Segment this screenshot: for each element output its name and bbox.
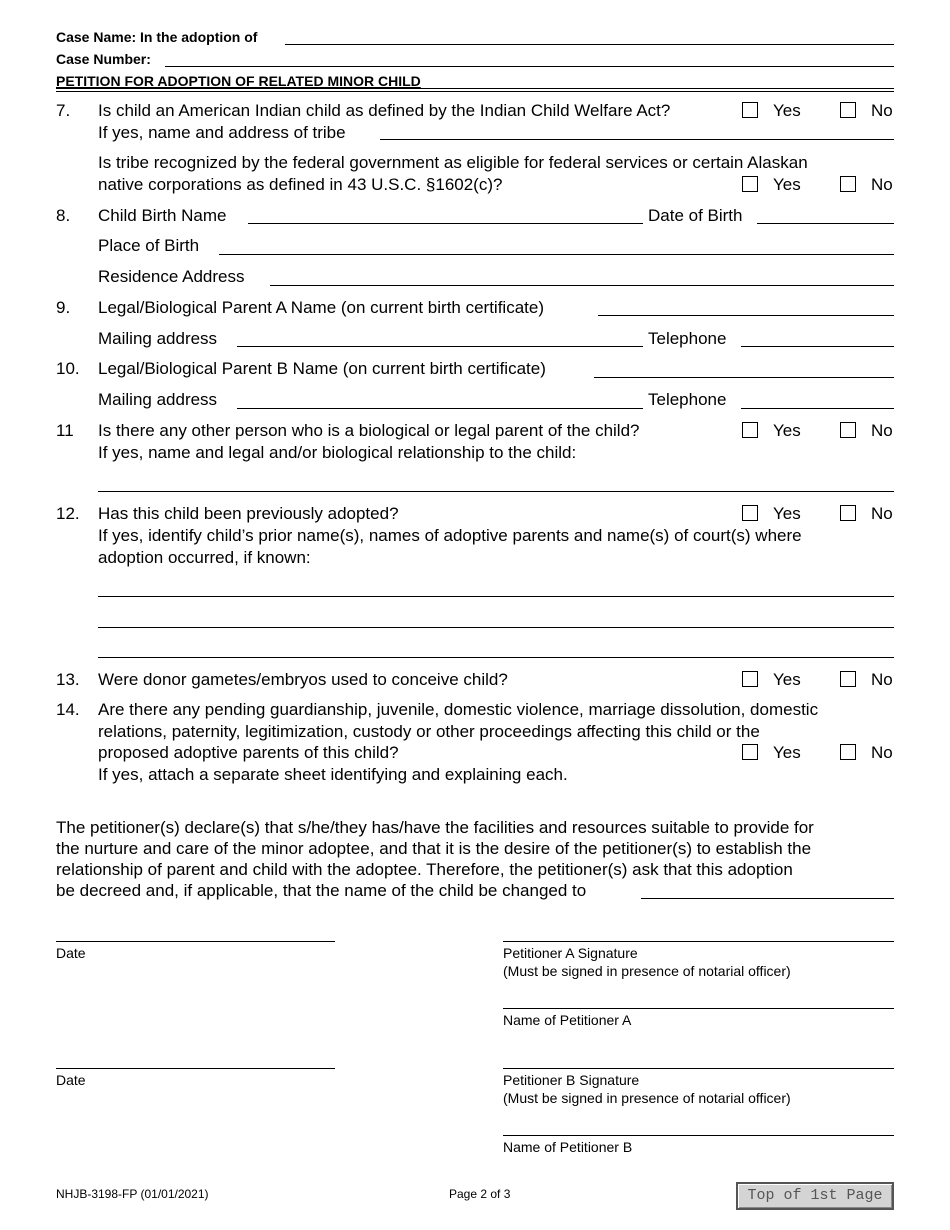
- q7-yes-label: Yes: [773, 101, 801, 120]
- name-petitioner-a-field[interactable]: [503, 1008, 894, 1009]
- child-birth-name-field[interactable]: [248, 223, 643, 224]
- parent-b-telephone-label: Telephone: [648, 390, 727, 409]
- new-child-name-field[interactable]: [641, 898, 894, 899]
- q7-no-label: No: [871, 101, 893, 120]
- name-petitioner-a-label: Name of Petitioner A: [503, 1012, 632, 1028]
- case-name-field[interactable]: [285, 44, 894, 45]
- case-number-label: Case Number:: [56, 51, 151, 67]
- parent-a-telephone-label: Telephone: [648, 329, 727, 348]
- q11-line1: Is there any other person who is a biological or legal parent of the child?: [98, 421, 640, 440]
- date-a-label: Date: [56, 945, 86, 961]
- q12-yes-checkbox[interactable]: [742, 505, 758, 521]
- name-petitioner-b-label: Name of Petitioner B: [503, 1139, 633, 1155]
- q7b-no-label: No: [871, 175, 893, 194]
- parent-b-label: Legal/Biological Parent B Name (on current birth certificate): [98, 359, 546, 378]
- q11-answer-field[interactable]: [98, 491, 894, 492]
- q14-yes-label: Yes: [773, 743, 801, 762]
- q14-line3: proposed adoptive parents of this child?: [98, 743, 399, 762]
- parent-a-mailing-field[interactable]: [237, 346, 643, 347]
- q9-number: 9.: [56, 298, 71, 317]
- q11-yes-checkbox[interactable]: [742, 422, 758, 438]
- q13-number: 13.: [56, 670, 80, 689]
- q7b-no-checkbox[interactable]: [840, 176, 856, 192]
- petitioner-b-signature-label: Petitioner B Signature: [503, 1072, 640, 1088]
- q13-yes-checkbox[interactable]: [742, 671, 758, 687]
- declaration-line3: relationship of parent and child with the adoptee. Therefore, the petitioner(s) ask that this adoption: [56, 860, 793, 879]
- q12-line2: If yes, identify child’s prior name(s), names of adoptive parents and name(s) of court(s) where: [98, 526, 802, 545]
- form-title: PETITION FOR ADOPTION OF RELATED MINOR CHILD: [56, 73, 421, 89]
- q7b-yes-checkbox[interactable]: [742, 176, 758, 192]
- case-number-field[interactable]: [165, 66, 894, 67]
- q14-no-checkbox[interactable]: [840, 744, 856, 760]
- q7b-yes-label: Yes: [773, 175, 801, 194]
- petitioner-a-signature-field[interactable]: [503, 941, 894, 942]
- q12-yes-label: Yes: [773, 504, 801, 523]
- petitioner-a-signature-label: Petitioner A Signature: [503, 945, 638, 961]
- residence-address-field[interactable]: [270, 285, 894, 286]
- q11-line2: If yes, name and legal and/or biological relationship to the child:: [98, 443, 577, 462]
- declaration-line2: the nurture and care of the minor adoptee, and that it is the desire of the petitioner(s) to establish the: [56, 839, 812, 858]
- header-rule-2: [56, 91, 894, 92]
- q7-number: 7.: [56, 101, 71, 120]
- q12-answer-field-1[interactable]: [98, 596, 894, 597]
- q12-line1: Has this child been previously adopted?: [98, 504, 399, 523]
- q7-line4: native corporations as defined in 43 U.S.C. §1602(c)?: [98, 175, 503, 194]
- place-of-birth-field[interactable]: [219, 254, 894, 255]
- q11-no-checkbox[interactable]: [840, 422, 856, 438]
- residence-address-label: Residence Address: [98, 267, 245, 286]
- parent-b-field[interactable]: [594, 377, 894, 378]
- q11-no-label: No: [871, 421, 893, 440]
- q13-no-checkbox[interactable]: [840, 671, 856, 687]
- q13-yes-label: Yes: [773, 670, 801, 689]
- parent-a-mailing-label: Mailing address: [98, 329, 218, 348]
- name-petitioner-b-field[interactable]: [503, 1135, 894, 1136]
- date-a-field[interactable]: [56, 941, 335, 942]
- q14-line2: relations, paternity, legitimization, custody or other proceedings affecting this child or the: [98, 722, 760, 741]
- date-b-field[interactable]: [56, 1068, 335, 1069]
- q14-number: 14.: [56, 700, 80, 719]
- declaration-line1: The petitioner(s) declare(s) that s/he/they has/have the facilities and resources suitable to provide for: [56, 818, 814, 837]
- q13-no-label: No: [871, 670, 893, 689]
- date-of-birth-field[interactable]: [757, 223, 894, 224]
- q7-no-checkbox[interactable]: [840, 102, 856, 118]
- date-b-label: Date: [56, 1072, 86, 1088]
- q14-no-label: No: [871, 743, 893, 762]
- q7-line1: Is child an American Indian child as defined by the Indian Child Welfare Act?: [98, 101, 671, 120]
- page-number: Page 2 of 3: [449, 1187, 511, 1201]
- parent-a-telephone-field[interactable]: [741, 346, 894, 347]
- q12-no-checkbox[interactable]: [840, 505, 856, 521]
- q10-number: 10.: [56, 359, 80, 378]
- q12-number: 12.: [56, 504, 80, 523]
- parent-a-field[interactable]: [598, 315, 894, 316]
- q11-yes-label: Yes: [773, 421, 801, 440]
- q7-line3: Is tribe recognized by the federal government as eligible for federal services or certain Alaskan: [98, 153, 808, 172]
- parent-b-mailing-label: Mailing address: [98, 390, 218, 409]
- tribe-name-field[interactable]: [380, 139, 894, 140]
- petitioner-b-notary-note: (Must be signed in presence of notarial officer): [503, 1090, 791, 1106]
- q8-number: 8.: [56, 206, 71, 225]
- q14-line1: Are there any pending guardianship, juvenile, domestic violence, marriage dissolution, domestic: [98, 700, 819, 719]
- q12-line3: adoption occurred, if known:: [98, 548, 311, 567]
- parent-a-label: Legal/Biological Parent A Name (on current birth certificate): [98, 298, 545, 317]
- place-of-birth-label: Place of Birth: [98, 236, 200, 255]
- q14-yes-checkbox[interactable]: [742, 744, 758, 760]
- q7-line2: If yes, name and address of tribe: [98, 123, 346, 142]
- case-name-label: Case Name: In the adoption of: [56, 29, 258, 45]
- top-of-first-page-button[interactable]: Top of 1st Page: [736, 1182, 894, 1210]
- petitioner-b-signature-field[interactable]: [503, 1068, 894, 1069]
- q7-yes-checkbox[interactable]: [742, 102, 758, 118]
- child-birth-name-label: Child Birth Name: [98, 206, 227, 225]
- form-id: NHJB-3198-FP (01/01/2021): [56, 1187, 209, 1201]
- q11-number: 11: [56, 421, 74, 440]
- header-rule: [56, 88, 894, 89]
- q12-answer-field-2[interactable]: [98, 627, 894, 628]
- q12-answer-field-3[interactable]: [98, 657, 894, 658]
- parent-b-telephone-field[interactable]: [741, 408, 894, 409]
- q13-line1: Were donor gametes/embryos used to conceive child?: [98, 670, 508, 689]
- petitioner-a-notary-note: (Must be signed in presence of notarial officer): [503, 963, 791, 979]
- q14-line4: If yes, attach a separate sheet identifying and explaining each.: [98, 765, 568, 784]
- q12-no-label: No: [871, 504, 893, 523]
- declaration-line4: be decreed and, if applicable, that the name of the child be changed to: [56, 881, 587, 900]
- date-of-birth-label: Date of Birth: [648, 206, 743, 225]
- parent-b-mailing-field[interactable]: [237, 408, 643, 409]
